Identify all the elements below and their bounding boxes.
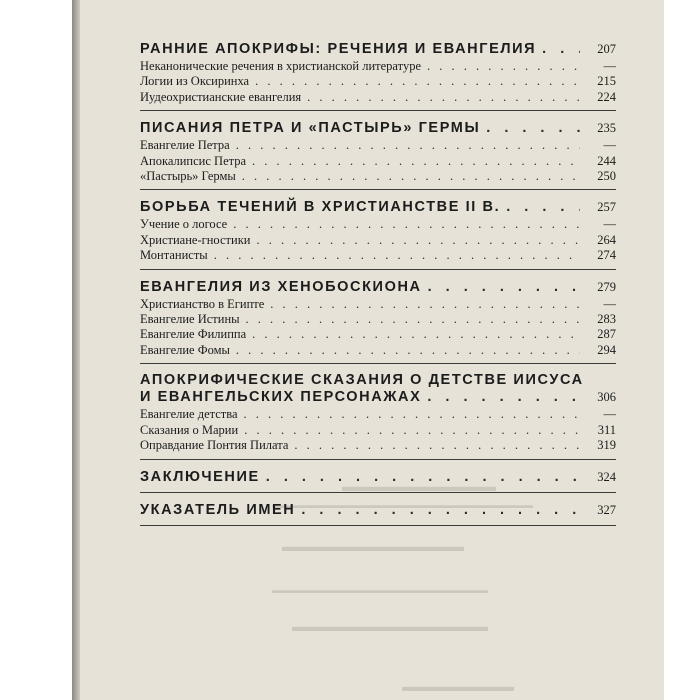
leader-dots: [250, 233, 580, 248]
leader-dots: [260, 468, 580, 487]
toc-heading: [140, 501, 616, 520]
book-page: [72, 0, 664, 700]
leader-dots: [249, 74, 580, 89]
leader-dots: [500, 198, 580, 217]
toc-heading-page: 306: [597, 390, 616, 405]
toc-section: [140, 501, 616, 526]
toc-entry-page: —: [603, 59, 616, 73]
toc-section: [140, 278, 616, 365]
toc-entry-title: Евангелие Истины: [140, 312, 240, 327]
toc-entry-title: Евангелие Фомы: [140, 342, 230, 357]
toc-entry: [140, 407, 616, 422]
page-gutter-shadow: [72, 0, 80, 700]
toc-entry-page: 264: [597, 232, 616, 247]
toc-entry-title: Сказания о Марии: [140, 422, 239, 437]
show-through-text: ▬▬▬▬▬▬▬▬▬▬▬: [342, 480, 496, 495]
leader-dots: [227, 217, 580, 232]
leader-dots: [240, 312, 580, 327]
toc-heading-title-line2: И ЕВАНГЕЛЬСКИХ ПЕРСОНАЖАХ: [140, 389, 422, 406]
toc-section: [140, 198, 616, 269]
toc-entry-page: 287: [597, 327, 616, 342]
toc-entry-page: 274: [597, 248, 616, 263]
leader-dots: [230, 138, 580, 153]
leader-dots: [536, 40, 580, 59]
leader-dots: [230, 343, 580, 358]
toc-heading-title: ПИСАНИЯ ПЕТРА И «ПАСТЫРЬ» ГЕРМЫ: [140, 120, 481, 137]
toc-entry: [140, 343, 616, 358]
toc-entry-page: 250: [597, 169, 616, 184]
leader-dots: [208, 248, 580, 263]
toc-section: [140, 372, 616, 459]
toc-entry-title: Христиане-гностики: [140, 232, 251, 247]
toc-entry: [140, 423, 616, 438]
toc-heading: [140, 40, 616, 59]
table-of-contents: [140, 40, 616, 534]
toc-section: [140, 468, 616, 493]
toc-heading-title: ЗАКЛЮЧЕНИЕ: [140, 468, 260, 485]
leader-dots: [264, 297, 580, 312]
show-through-text: ▬▬▬▬▬▬▬▬: [402, 680, 514, 695]
toc-heading: [140, 468, 616, 487]
toc-heading-page: 324: [597, 469, 616, 484]
toc-heading-page: 279: [597, 279, 616, 294]
leader-dots: [480, 119, 580, 138]
toc-heading-page: 257: [597, 200, 616, 215]
toc-entry-page: 311: [597, 422, 616, 437]
toc-entry: [140, 154, 616, 169]
toc-entry-title: Неканонические речения в христианской литературе: [140, 59, 421, 73]
toc-entry: [140, 327, 616, 342]
toc-entry-page: 294: [597, 342, 616, 357]
show-through-text: ▬▬▬▬▬▬▬▬▬▬▬▬▬: [282, 540, 464, 555]
toc-entry-page: 224: [597, 89, 616, 104]
toc-entry-page: 283: [597, 312, 616, 327]
toc-section: [140, 119, 616, 190]
toc-entry-title: Евангелие Филиппа: [140, 327, 247, 342]
toc-entry: [140, 438, 616, 453]
toc-entry-page: 319: [597, 438, 616, 453]
leader-dots: [246, 327, 580, 342]
toc-entry-title: «Пастырь» Гермы: [140, 169, 236, 184]
toc-section: [140, 40, 616, 111]
toc-heading: [140, 198, 616, 217]
toc-entry-title: Евангелие детства: [140, 407, 238, 422]
toc-entry: [140, 248, 616, 263]
toc-entry-title: Монтанисты: [140, 248, 208, 263]
toc-entry: [140, 74, 616, 89]
show-through-text: ▬▬▬▬▬▬▬▬▬▬▬▬▬▬: [292, 620, 488, 635]
toc-heading-page: 327: [597, 502, 616, 517]
leader-dots: [421, 59, 580, 74]
toc-heading-page: 235: [597, 121, 616, 136]
leader-dots: [236, 169, 580, 184]
toc-heading: [140, 372, 616, 388]
toc-entry: [140, 217, 616, 232]
toc-heading: [140, 388, 616, 407]
leader-dots: [301, 90, 580, 105]
toc-entry: [140, 59, 616, 74]
leader-dots: [295, 501, 580, 520]
toc-entry-page: —: [603, 407, 616, 422]
toc-heading-title: БОРЬБА ТЕЧЕНИЙ В ХРИСТИАНСТВЕ II В.: [140, 199, 501, 216]
toc-entry-page: —: [603, 217, 616, 232]
leader-dots: [238, 423, 580, 438]
toc-entry-title: Христианство в Египте: [140, 296, 265, 311]
toc-entry-title: Иудеохристианские евангелия: [140, 89, 302, 104]
toc-heading-title: УКАЗАТЕЛЬ ИМЕН: [140, 501, 296, 518]
toc-entry-title: Оправдание Понтия Пилата: [140, 438, 289, 453]
toc-entry: [140, 90, 616, 105]
toc-entry: [140, 233, 616, 248]
toc-entry-title: Евангелие Петра: [140, 138, 230, 153]
toc-entry: [140, 312, 616, 327]
toc-heading-title: РАННИЕ АПОКРИФЫ: РЕЧЕНИЯ И ЕВАНГЕЛИЯ: [140, 41, 537, 57]
toc-heading: [140, 278, 616, 297]
toc-heading-page: 207: [597, 42, 616, 56]
toc-entry: [140, 297, 616, 312]
leader-dots: [238, 407, 580, 422]
show-through-text: ▬▬▬▬▬▬▬▬▬▬▬▬▬▬▬▬▬▬▬▬▬▬▬▬▬▬▬▬▬: [272, 500, 533, 510]
toc-entry: [140, 169, 616, 184]
leader-dots: [421, 388, 580, 407]
toc-entry-title: Апокалипсис Петра: [140, 153, 247, 168]
leader-dots: [246, 154, 580, 169]
toc-entry-page: 215: [597, 74, 616, 89]
toc-heading-title: ЕВАНГЕЛИЯ ИЗ ХЕНОБОСКИОНА: [140, 278, 422, 295]
toc-heading: [140, 119, 616, 138]
toc-entry-page: —: [603, 296, 616, 311]
toc-entry-title: Учение о логосе: [140, 217, 228, 232]
toc-entry-page: —: [603, 138, 616, 153]
show-through-text: ▬▬▬▬▬▬▬▬▬▬▬▬▬▬▬▬▬▬▬▬▬▬▬▬: [272, 585, 488, 595]
toc-entry-title: Логии из Оксиринха: [140, 74, 250, 89]
toc-entry: [140, 138, 616, 153]
toc-entry-page: 244: [597, 153, 616, 168]
toc-heading-title-line1: АПОКРИФИЧЕСКИЕ СКАЗАНИЯ О ДЕТСТВЕ ИИСУСА: [140, 372, 584, 389]
leader-dots: [288, 438, 580, 453]
leader-dots: [422, 278, 580, 297]
